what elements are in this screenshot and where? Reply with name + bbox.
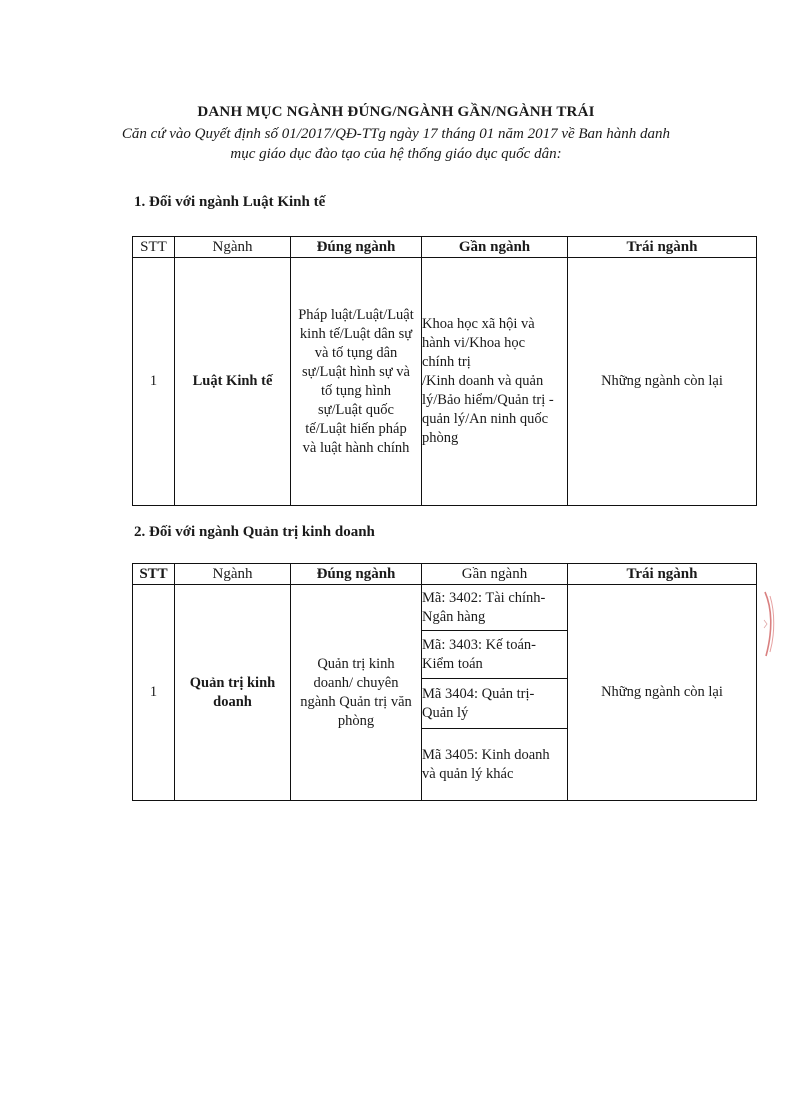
header-gan-nganh: Gần ngành: [422, 237, 568, 258]
gan-item-line: Kiểm toán: [422, 655, 483, 672]
gan-item-line: Mã: 3402: Tài chính-: [422, 589, 546, 606]
dung-line: và tố tụng dân: [314, 344, 398, 361]
cell-gan-item: [422, 679, 568, 729]
dung-line: và luật hành chính: [302, 439, 410, 456]
dung-line: phòng: [337, 712, 375, 729]
table-row: [133, 585, 757, 631]
cell-gan-item: [422, 585, 568, 631]
gan-item-line: Mã: 3403: Kế toán-: [422, 636, 536, 653]
header-trai-nganh: Trái ngành: [568, 564, 757, 585]
cell-nganh: Luật Kinh tế: [175, 258, 291, 506]
gan-item-line: và quản lý khác: [422, 765, 514, 782]
dung-line: Pháp luật/Luật/Luật: [298, 306, 414, 323]
gan-item-line: Mã 3405: Kinh doanh: [422, 746, 550, 763]
cell-stt: 1: [133, 585, 175, 801]
cell-gan-item: [422, 729, 568, 801]
header-dung-nganh: Đúng ngành: [291, 564, 422, 585]
header-dung-nganh: Đúng ngành: [291, 237, 422, 258]
cell-nganh: [175, 585, 291, 801]
gan-line: quản lý/An ninh quốc: [422, 411, 549, 427]
gan-line: /Kinh doanh và quản: [422, 373, 544, 389]
cell-gan-nganh: [422, 258, 568, 506]
dung-line: doanh/ chuyên: [313, 674, 399, 691]
gan-line: lý/Bảo hiểm/Quản trị -: [422, 392, 554, 408]
cell-stt: 1: [133, 258, 175, 506]
document-subtitle: Căn cứ vào Quyết định số 01/2017/QĐ-TTg ngày 17 tháng 01 năm 2017 về Ban hành danh mục giáo dục đào tạo của hệ thống giáo dục quốc dân:: [121, 126, 671, 162]
header-gan-nganh: Gần ngành: [422, 564, 568, 585]
document-title: DANH MỤC NGÀNH ĐÚNG/NGÀNH GẦN/NGÀNH TRÁI: [197, 104, 595, 120]
cell-dung-nganh: [291, 585, 422, 801]
nganh-line: Quản trị kinh: [189, 674, 276, 691]
cell-trai-nganh: Những ngành còn lại: [568, 585, 757, 801]
section-1-heading: 1. Đối với ngành Luật Kinh tế: [134, 194, 326, 210]
dung-line: tố tụng hình: [320, 382, 392, 399]
table-luat-kinh-te: [132, 236, 757, 506]
header-stt: STT: [133, 237, 175, 258]
dung-line: Quản trị kinh: [317, 655, 395, 672]
header-nganh: Ngành: [175, 237, 291, 258]
table-row: [133, 258, 757, 506]
gan-item-line: Ngân hàng: [422, 608, 486, 625]
gan-item-line: Mã 3404: Quản trị-: [422, 685, 535, 702]
cell-dung-nganh: [291, 258, 422, 506]
cell-trai-nganh: Những ngành còn lại: [568, 258, 757, 506]
gan-line: phòng: [422, 430, 459, 446]
table-quan-tri-kinh-doanh: [132, 563, 757, 801]
header-nganh: Ngành: [175, 564, 291, 585]
gan-line: hành vi/Khoa học: [422, 335, 526, 351]
header-trai-nganh: Trái ngành: [568, 237, 757, 258]
dung-line: sự/Luật hình sự và: [302, 363, 410, 380]
dung-line: kinh tế/Luật dân sự: [299, 325, 413, 342]
dung-line: sự/Luật quốc: [318, 401, 394, 418]
dung-line: ngành Quản trị văn: [300, 693, 412, 710]
cell-gan-item: [422, 631, 568, 679]
table-header-row: [133, 564, 757, 585]
dung-line: tế/Luật hiến pháp: [305, 420, 407, 437]
table-header-row: [133, 237, 757, 258]
gan-item-line: Quản lý: [422, 704, 469, 721]
nganh-line: doanh: [213, 693, 252, 710]
section-2-heading: 2. Đối với ngành Quản trị kinh doanh: [134, 524, 375, 540]
gan-line: Khoa học xã hội và: [422, 316, 535, 332]
stamp-edge-mark: [762, 590, 776, 660]
gan-line: chính trị: [422, 354, 471, 370]
header-stt: STT: [133, 564, 175, 585]
